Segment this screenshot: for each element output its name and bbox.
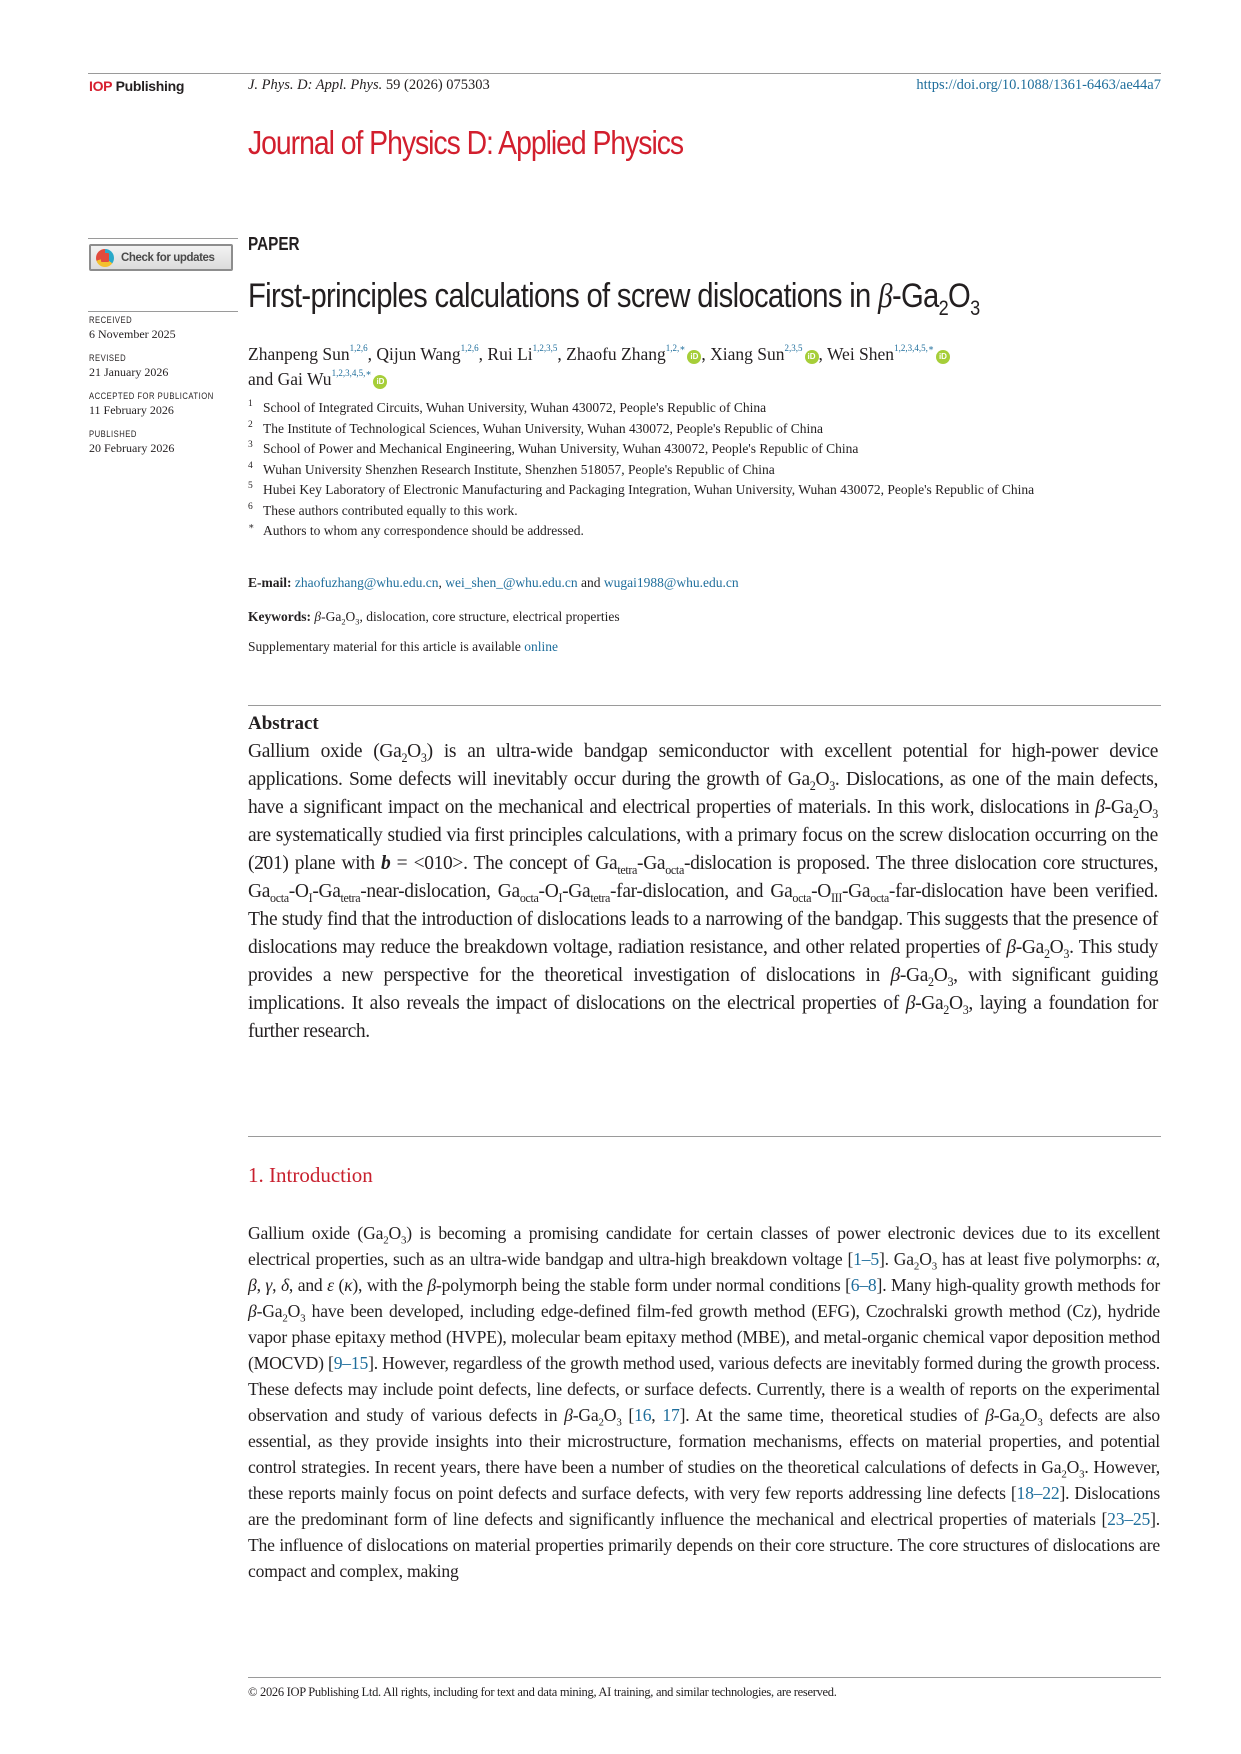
author-and: and (248, 369, 278, 389)
email-separator: , (438, 575, 446, 590)
citation-link[interactable]: 16 (634, 1405, 652, 1425)
journal-year-article: (2026) 075303 (403, 77, 490, 93)
citation-link[interactable]: 23–25 (1107, 1509, 1151, 1529)
author-affil-ref: 1,2,6 (349, 343, 368, 353)
affiliation-number: 1 (248, 399, 253, 409)
author-name[interactable]: Zhanpeng Sun (248, 344, 350, 364)
copyright-footer: © 2026 IOP Publishing Ltd. All rights, including for text and data mining, AI training, and similar technologies, are reserved. (248, 1685, 837, 1699)
check-updates-label: Check for updates (121, 251, 215, 264)
article-title (248, 277, 980, 320)
affiliation-item (248, 439, 1158, 460)
author-name[interactable]: Zhaofu Zhang (566, 344, 666, 364)
check-updates-icon (96, 249, 114, 267)
orcid-icon[interactable]: iD (805, 350, 819, 364)
affiliation-text: School of Power and Mechanical Engineering, Wuhan University, Wuhan 430072, People's Republic of China (263, 441, 859, 456)
affiliation-text: Wuhan University Shenzhen Research Institute, Shenzhen 518057, People's Republic of China (263, 461, 775, 477)
author-name[interactable]: Wei Shen (826, 344, 895, 364)
citation-link[interactable]: 9–15 (333, 1353, 369, 1373)
affiliation-list (248, 398, 1158, 542)
orcid-icon[interactable]: iD (936, 350, 950, 364)
article-type-label: PAPER (248, 234, 300, 254)
supplementary-text: Supplementary material for this article is available (248, 639, 525, 654)
affiliation-text: School of Integrated Circuits, Wuhan University, Wuhan 430072, People's Republic of China (263, 400, 767, 415)
orcid-icon[interactable]: iD (373, 375, 387, 389)
publisher-logo[interactable] (89, 78, 184, 94)
sidebar-rule-top (88, 238, 238, 239)
email-link[interactable]: wei_shen_@whu.edu.cn (445, 575, 578, 590)
author-affil-ref: 1,2,3,4,5,∗ (331, 368, 372, 378)
journal-name: Journal of Physics D: Applied Physics (248, 124, 684, 161)
supplementary-online-link[interactable]: online (524, 639, 559, 654)
title-text: First-principles calculations of screw dislocations in (248, 277, 879, 315)
abstract-body: Gallium oxide $(Ga_2O_3)$ is an ultra-wide bandgap semiconductor with excellent potential for high-power device applications. Some defects will inevitably occur during the growth of $Ga_2O_3$. Dislocations, as one of the main defects, have a significant impact on the mechanical and electrical properties of materials. In this work, dislocations in $\beta-Ga_2O_3$ are systematically studied via first principles calculations, with a primary focus on the screw dislocation occurring on the (2̄01) plane with b = <010>. The concept of $Ga_{tetra}-Ga_{octa}$-dislocation is proposed. The three dislocation core structures, $Ga_{octa}-O_I-Ga_{tetra}-near$-dislocation, $Ga_{octa}-O_I-Ga_{tetra}-far$-dislocation, and $Ga_{octa}-O_{III}-Ga_{octa}-far$-dislocation have been verified. The study find that the introduction of dislocations leads to a narrowing of the bandgap. This suggests that the presence of dislocations may reduce the breakdown voltage, radiation resistance, and other related properties of $\beta-Ga_2O_3$. This study provides a new perspective for the theoretical investigation of dislocations in $\beta-Ga_2O_3$, with significant guiding implications. It also reveals the impact of dislocations on the electrical properties of $\beta-Ga_2O_3$, laying a foundation for further research. (248, 741, 1159, 1042)
iop-logo-mark: IOP (89, 78, 112, 94)
author-affil-ref: 1,2,3,4,5,∗ (894, 343, 934, 353)
author-affil-ref: 1,2,3,5 (532, 343, 558, 353)
date-value-revised: 21 January 2026 (89, 365, 169, 379)
affiliation-item (248, 480, 1158, 501)
author-separator: , (478, 344, 488, 364)
email-line (248, 575, 739, 591)
author-list (248, 342, 1153, 392)
affiliation-number: ∗ (248, 522, 255, 532)
author-name[interactable]: Xiang Sun (710, 344, 785, 364)
email-label: E-mail: (248, 575, 292, 590)
supplementary-line (248, 639, 558, 655)
section-heading-introduction: 1. Introduction (248, 1163, 373, 1187)
citation-link[interactable]: 6–8 (850, 1275, 877, 1295)
affiliation-item (248, 521, 1158, 542)
citation-link[interactable]: 18–22 (1016, 1483, 1060, 1503)
title-sub-2: 2 (938, 296, 949, 320)
title-beta: β (878, 278, 892, 315)
abstract-rule-bottom (248, 1136, 1161, 1137)
orcid-icon[interactable]: iD (687, 350, 701, 364)
affiliation-text: The Institute of Technological Sciences, Wuhan University, Wuhan 430072, People's Republic of China (263, 420, 824, 436)
date-label-received: RECEIVED (89, 315, 133, 325)
header-rule (88, 73, 1161, 74)
email-link[interactable]: zhaofuzhang@whu.edu.cn (294, 575, 439, 590)
author-separator: , (557, 344, 567, 364)
affiliation-number: 2 (248, 419, 253, 430)
doi-link[interactable]: https://doi.org/10.1088/1361-6463/ae44a7 (916, 77, 1161, 93)
author-separator: , (818, 344, 827, 364)
affiliation-number: 5 (248, 481, 253, 491)
affiliation-number: 3 (248, 440, 253, 450)
date-label-revised: REVISED (89, 353, 127, 363)
author-separator: , (367, 344, 377, 364)
abstract-heading: Abstract (248, 713, 319, 734)
journal-citation (248, 77, 490, 94)
affiliation-text: Authors to whom any correspondence should be addressed. (263, 523, 584, 538)
date-label-accepted: ACCEPTED FOR PUBLICATION (89, 391, 214, 401)
title-oxygen: O (948, 277, 971, 315)
publisher-logo-text: Publishing (115, 78, 185, 94)
author-separator: , (701, 344, 711, 364)
check-for-updates-button[interactable] (89, 244, 233, 271)
affiliation-number: 6 (248, 501, 253, 512)
author-affil-ref: 1,2,6 (460, 343, 479, 353)
affiliation-number: 4 (248, 460, 253, 471)
journal-abbrev: J. Phys. D: Appl. Phys. (248, 77, 383, 93)
citation-link[interactable]: 1–5 (853, 1249, 879, 1269)
citation-link[interactable]: 17 (662, 1405, 680, 1425)
author-name[interactable]: Rui Li (487, 344, 533, 364)
author-name[interactable]: Qijun Wang (376, 344, 461, 364)
author-affil-ref: 2,3,5 (784, 343, 803, 353)
date-value-received: 6 November 2025 (89, 327, 176, 341)
date-value-published: 20 February 2026 (89, 441, 175, 455)
affiliation-text: These authors contributed equally to this work. (263, 502, 518, 518)
affiliation-text: Hubei Key Laboratory of Electronic Manufacturing and Packaging Integration, Wuhan University, Wuhan 430072, People's Republic of China (263, 482, 1035, 497)
keywords-line: Keywords: $\beta-Ga_2O_3$, dislocation, core structure, electrical properties (248, 609, 620, 627)
affiliation-item (248, 501, 1158, 522)
date-label-published: PUBLISHED (89, 429, 137, 439)
abstract-rule-top (248, 705, 1161, 706)
author-affil-ref: 1,2,∗ (665, 343, 686, 353)
introduction-body: Gallium oxide $(Ga_2O_3)$ is becoming a promising candidate for certain classes of power electronic devices due to its excellent electrical properties, such as an ultra-wide bandgap and ultra-high breakdown voltage [1–5]. $Ga_2O_3$ has at least five polymorphs: α, β, γ, δ, and ε (κ), with the β-polymorph being the stable form under normal conditions [6–8]. Many high-quality growth methods for $\beta-Ga_2O_3$ have been developed, including edge-defined film-fed growth method (EFG), Czochralski growth method (Cz), hydride vapor phase epitaxy method (HVPE), molecular beam epitaxy method (MBE), and metal-organic chemical vapor deposition method (MOCVD) [9–15]. However, regardless of the growth method used, various defects are inevitably formed during the growth process. These defects may include point defects, line defects, or surface defects. Currently, there is a wealth of reports on the experimental observation and study of various defects in $\beta-Ga_2O_3$ [16, 17]. At the same time, theoretical studies of $\beta-Ga_2O_3$ defects are also essential, as they provide insights into their microstructure, formation mechanisms, effects on material properties, and potential control strategies. In recent years, there have been a number of studies on the theoretical calculations of defects in $Ga_2O_3$. However, these reports mainly focus on point defects and surface defects, with very few reports addressing line defects [18–22]. Dislocations are the predominant form of line defects and significantly influence the mechanical and electrical properties of materials [23–25]. The influence of dislocations on material properties primarily depends on their core structure. The core structures of dislocations are compact and complex, making (248, 1223, 1161, 1581)
author-name[interactable]: Gai Wu (277, 369, 332, 389)
affiliation-item (248, 398, 1158, 419)
email-and: and (577, 575, 604, 590)
affiliation-item (248, 419, 1158, 440)
affiliation-item (248, 460, 1158, 481)
sidebar-rule-dates (88, 311, 238, 312)
date-value-accepted: 11 February 2026 (89, 403, 174, 417)
keywords-text: dislocation, core structure, electrical properties (366, 609, 620, 624)
footer-rule (248, 1677, 1161, 1678)
keywords-label: Keywords: (248, 609, 311, 624)
journal-volume: 59 (385, 77, 401, 93)
title-sub-3: 3 (970, 296, 980, 320)
title-compound: -Ga (891, 277, 939, 315)
email-link[interactable]: wugai1988@whu.edu.cn (603, 575, 739, 590)
publication-dates (89, 315, 239, 456)
